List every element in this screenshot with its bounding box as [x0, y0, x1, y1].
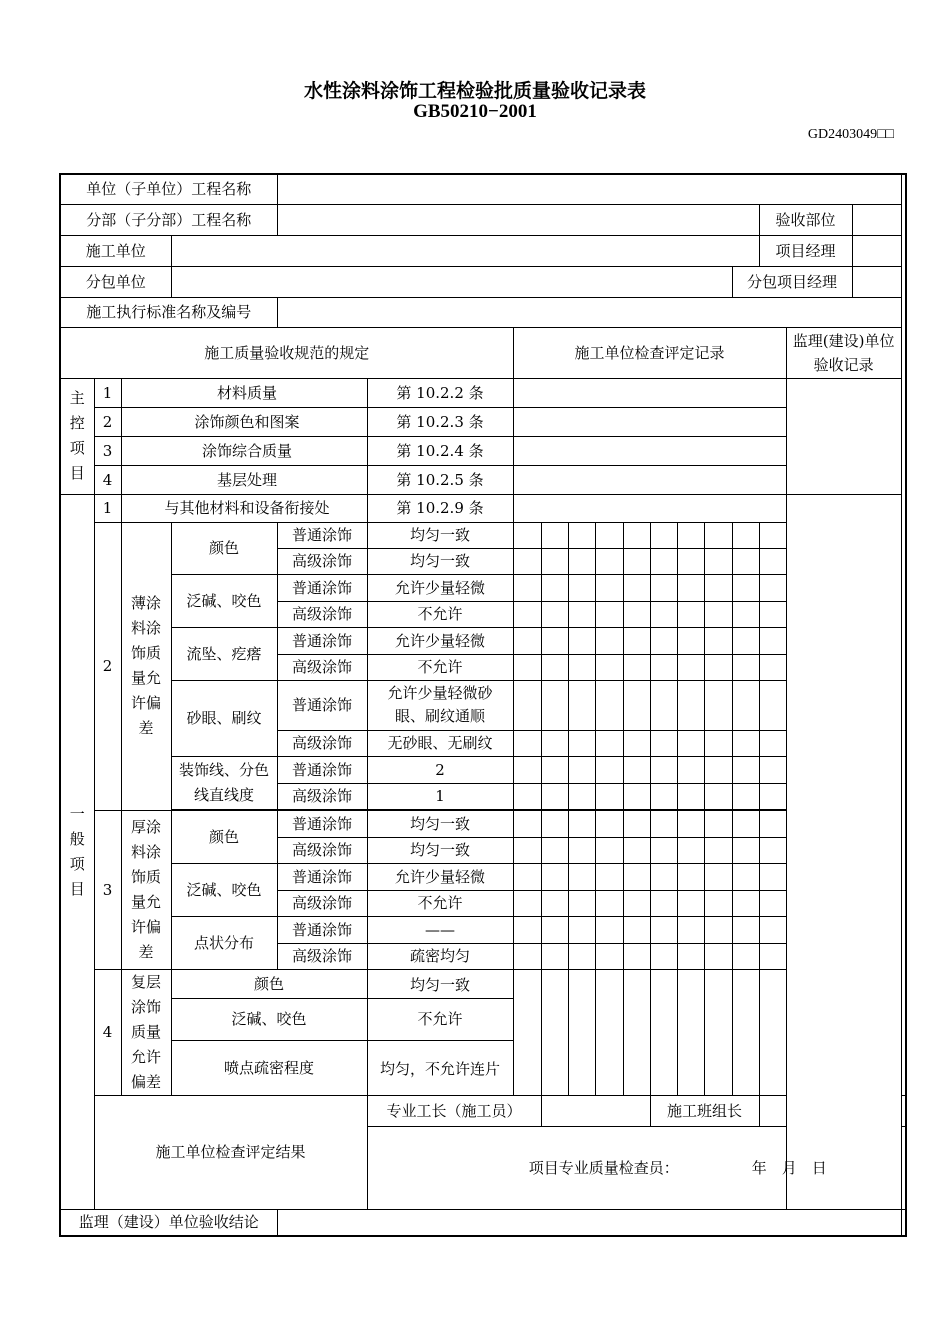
standard-code: GB50210−2001 [413, 101, 537, 122]
subcontract-manager-value[interactable] [852, 267, 901, 297]
thin-color-high-value: 均匀一致 [367, 548, 513, 574]
acceptance-part-label: 验收部位 [760, 205, 853, 235]
multilayer-color-value: 均匀一致 [367, 969, 513, 998]
normal-finish: 普通涂饰 [277, 522, 367, 548]
high-finish: 高级涂饰 [277, 837, 367, 863]
main-control-supervision[interactable] [786, 378, 901, 494]
main-item-name: 基层处理 [121, 465, 367, 494]
construction-unit-value[interactable] [171, 235, 759, 266]
main-item-name: 涂饰颜色和图案 [121, 407, 367, 436]
general-item-record[interactable] [513, 494, 786, 522]
thick-alkali-normal-value: 允许少量轻微 [367, 863, 513, 890]
form-title: 水性涂料涂饰工程检验批质量验收记录表 [303, 80, 646, 102]
thick-alkali-high-value: 不允许 [367, 890, 513, 916]
standard-name-value[interactable] [277, 297, 901, 327]
main-item-no: 2 [94, 407, 121, 436]
high-finish: 高级涂饰 [277, 654, 367, 680]
thick-coating-label: 厚涂料涂饰质量允许偏差 [121, 810, 171, 969]
thin-sag-normal-value: 允许少量轻微 [367, 627, 513, 654]
document-code: GD2403049□□ [807, 127, 894, 142]
thick-dots-high-value: 疏密均匀 [367, 943, 513, 969]
normal-finish: 普通涂饰 [277, 916, 367, 943]
supervision-column-header: 监理(建设)单位验收记录 [786, 327, 901, 378]
main-item-clause: 第 10.2.3 条 [367, 407, 513, 436]
main-item-clause: 第 10.2.4 条 [367, 436, 513, 465]
thin-alkali-normal-value: 允许少量轻微 [367, 574, 513, 601]
multilayer-spray-value: 均匀，不允许连片 [367, 1040, 513, 1095]
thin-sag-high-value: 不允许 [367, 654, 513, 680]
thin-sand-label: 砂眼、刷纹 [171, 680, 277, 756]
inspector-signature-area[interactable] [367, 1126, 906, 1209]
normal-finish: 普通涂饰 [277, 756, 367, 783]
high-finish: 高级涂饰 [277, 730, 367, 756]
inspector-label: 项目专业质量检查员： [528, 1158, 679, 1177]
normal-finish: 普通涂饰 [277, 680, 367, 730]
main-item-clause: 第 10.2.5 条 [367, 465, 513, 494]
main-item-record[interactable] [513, 465, 786, 494]
sub-project-label: 分部（子分部）工程名称 [60, 204, 277, 235]
supervision-conclusion-label: 监理（建设）单位验收结论 [60, 1209, 277, 1236]
team-leader-label: 施工班组长 [650, 1095, 759, 1126]
project-manager-label: 项目经理 [760, 236, 853, 266]
general-items-label: 一般项目 [60, 494, 94, 1209]
general-item-no: 4 [94, 969, 121, 1095]
multilayer-alkali-value: 不允许 [367, 998, 513, 1040]
high-finish: 高级涂饰 [277, 601, 367, 627]
thick-alkali-label: 泛碱、咬色 [171, 863, 277, 916]
normal-finish: 普通涂饰 [277, 627, 367, 654]
main-item-no: 3 [94, 436, 121, 465]
main-item-record[interactable] [513, 436, 786, 465]
high-finish: 高级涂饰 [277, 548, 367, 574]
spec-column-header: 施工质量验收规范的规定 [60, 327, 513, 378]
thin-line-normal-value: 2 [367, 756, 513, 783]
foreman-label: 专业工长（施工员） [367, 1095, 541, 1126]
thin-line-label: 装饰线、分色线直线度 [171, 756, 277, 809]
inspection-date: 年 月 日 [751, 1158, 827, 1177]
construction-unit-label: 施工单位 [60, 235, 171, 266]
thick-color-label: 颜色 [171, 810, 277, 863]
main-item-no: 1 [94, 378, 121, 407]
thick-dots-normal-value: —— [367, 916, 513, 943]
thin-alkali-high-value: 不允许 [367, 601, 513, 627]
foreman-value[interactable] [541, 1095, 650, 1126]
inspection-form-table [59, 173, 907, 1237]
standard-name-label: 施工执行标准名称及编号 [60, 297, 277, 327]
high-finish: 高级涂饰 [277, 943, 367, 969]
high-finish: 高级涂饰 [277, 783, 367, 809]
normal-finish: 普通涂饰 [277, 574, 367, 601]
check-record-column-header: 施工单位检查评定记录 [513, 327, 786, 378]
general-item-no: 1 [94, 494, 121, 522]
thin-line-high-value: 1 [367, 783, 513, 809]
thin-sand-normal-value: 允许少量轻微砂眼、刷纹通顺 [367, 680, 513, 730]
main-item-record[interactable] [513, 407, 786, 436]
general-item-clause: 第 10.2.9 条 [367, 494, 513, 522]
general-item-name: 与其他材料和设备衔接处 [121, 494, 367, 522]
unit-project-label: 单位（子单位）工程名称 [60, 174, 277, 204]
multilayer-coating-label: 复层涂饰质量允许偏差 [121, 969, 171, 1095]
thick-color-high-value: 均匀一致 [367, 837, 513, 863]
thin-color-normal-value: 均匀一致 [367, 522, 513, 548]
main-item-clause: 第 10.2.2 条 [367, 378, 513, 407]
team-leader-value[interactable] [759, 1095, 906, 1126]
subcontract-unit-label: 分包单位 [60, 266, 171, 297]
high-finish: 高级涂饰 [277, 890, 367, 916]
unit-project-value[interactable] [277, 174, 901, 204]
multilayer-spray-label: 喷点疏密程度 [171, 1040, 367, 1095]
sub-project-value[interactable] [277, 204, 759, 235]
subcontract-unit-value[interactable] [171, 266, 732, 297]
multilayer-alkali-label: 泛碱、咬色 [171, 998, 367, 1040]
general-item-no: 3 [94, 810, 121, 969]
thin-coating-label: 薄涂料涂饰质量允许偏差 [121, 522, 171, 810]
main-item-name: 涂饰综合质量 [121, 436, 367, 465]
thin-alkali-label: 泛碱、咬色 [171, 574, 277, 627]
subcontract-manager-label: 分包项目经理 [733, 267, 853, 297]
main-item-no: 4 [94, 465, 121, 494]
thick-dots-label: 点状分布 [171, 916, 277, 969]
acceptance-part-value[interactable] [852, 205, 901, 235]
main-item-record[interactable] [513, 378, 786, 407]
main-item-name: 材料质量 [121, 378, 367, 407]
thin-color-label: 颜色 [171, 522, 277, 574]
thin-sand-high-value: 无砂眼、无刷纹 [367, 730, 513, 756]
project-manager-value[interactable] [852, 236, 901, 266]
multilayer-color-label: 颜色 [171, 969, 367, 998]
main-control-label: 主控项目 [60, 378, 94, 494]
thin-sag-label: 流坠、疙瘩 [171, 627, 277, 680]
construction-result-label: 施工单位检查评定结果 [94, 1095, 367, 1209]
normal-finish: 普通涂饰 [277, 863, 367, 890]
supervision-conclusion-value[interactable] [277, 1209, 901, 1236]
general-item-no: 2 [94, 522, 121, 810]
thick-color-normal-value: 均匀一致 [367, 810, 513, 837]
normal-finish: 普通涂饰 [277, 810, 367, 837]
